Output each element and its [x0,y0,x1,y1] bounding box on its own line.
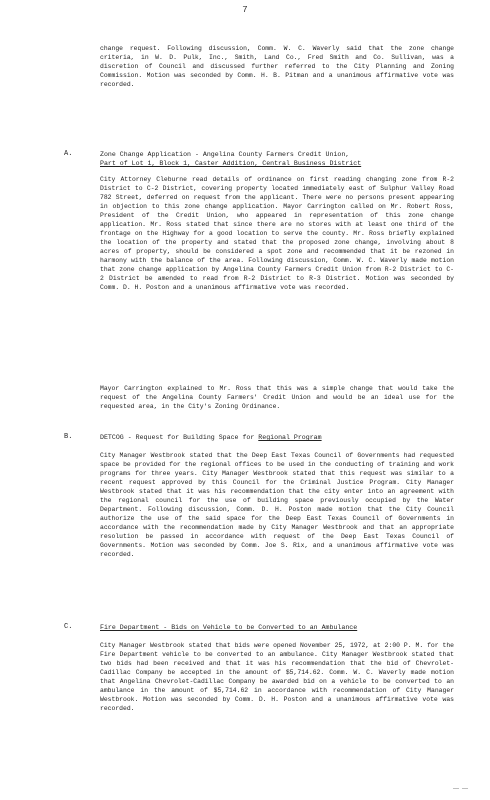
item-a-number: A. [64,150,73,158]
intro-paragraph: change request. Following discussion, Comm. W. C. Waverly said that the zone change criteria, in W. D. Pulk, Inc., Smith, Land Co., Fred Smith and Co. Sullivan, was a discretion of Council and discussed further referred to the City Planning and Zoning Commission. Motion was seconded by Comm. H. B. Pitman and a unanimous affirmative vote was recorded. [100,45,454,88]
item-a-heading [100,150,460,168]
item-b-number: B. [64,433,73,441]
item-c-heading [100,623,460,632]
item-c-heading-text: Fire Department - Bids on Vehicle to be Converted to an Ambulance [100,624,358,631]
item-c-body: City Manager Westbrook stated that bids were opened November 25, 1972, at 2:00 P. M. for the Fire Department vehicle to be converted to an ambulance. City Manager Westbrook stated that two bids had been received and that it was his recommendation that the bid of Chevrolet-Cadillac Company be accepted in the amount of $5,714.62. Comm. W. C. Waverly made motion that Angelina Chevrolet-Cadillac Company be awarded bid on a vehicle to be converted to an ambulance in the amount of $5,714.62 in accordance with recommendation of City Manager Westbrook. Motion was seconded by Comm. D. H. Poston and a unanimous affirmative vote was recorded. [100,642,454,712]
page-number: 7 [242,5,248,15]
item-a-followup: Mayor Carrington explained to Mr. Ross that this was a simple change that would take the request of the Angelina County Farmers' Credit Union and would be an ideal use for the requested area, in the City's Zoning Ordinance. [100,385,454,410]
item-b-body: City Manager Westbrook stated that the Deep East Texas Council of Governments had requested space be provided for the regional offices to be used in the conducting of training and work programs for three years. City Manager Westbrook stated that this request was similar to a recent request approved by this Council for the Criminal Justice Program. City Manager Westbrook stated that it was his recommendation that the city enter into an agreement with the regional council for the use of building space previously occupied by the Water Department. Following discussion, Comm. D. H. Poston made motion that the City Council authorize the use of the said space for the Deep East Texas Council of Governments in accordance with the recommendation made by City Manager Westbrook and that an appropriate resolution be passed in accordance with request of the Deep East Texas Council of Governments. Motion was seconded by Comm. Joe S. Rix, and a unanimous affirmative vote was recorded. [100,452,454,558]
item-c-number: C. [64,623,73,631]
footer-mark: —— —— [452,786,468,792]
item-a-body: City Attorney Cleburne read details of ordinance on first reading changing zone from R-2 District to C-2 District, covering property located immediately east of Sulphur Valley Road 782 Street, deferred on request from the applicant. There were no persons present appearing in objection to this zone change application. Mayor Carrington called on Mr. Robert Ross, President of the Credit Union, who appeared in representation of this zone change application. Mr. Ross stated that since there are no stores with at least one third of the frontage on the Highway for a good location to serve the county. Mr. Ross briefly explained the location of the property and stated that the proposed zone change, involving about 8 acres of property, should be considered a spot zone and recommended that it be rezoned in harmony with the balance of the area. Following discussion, Comm. W. C. Waverly made motion that zone change application by Angelina County Farmers Credit Union from R-2 District to C-2 District be amended to read from R-2 District to R-3 District. Motion was seconded by Comm. D. H. Poston and a unanimous affirmative vote was recorded. [100,176,454,291]
item-a-heading-line1: Zone Change Application - Angelina County Farmers Credit Union, [100,151,350,158]
item-a-heading-line2: Part of Lot 1, Block 1, Caster Addition, Central Business District [100,160,362,167]
item-b-heading [100,433,460,442]
item-b-heading-underlined: Regional Program [258,434,322,441]
item-b-heading-text: DETCOG - Request for Building Space for [100,434,259,441]
